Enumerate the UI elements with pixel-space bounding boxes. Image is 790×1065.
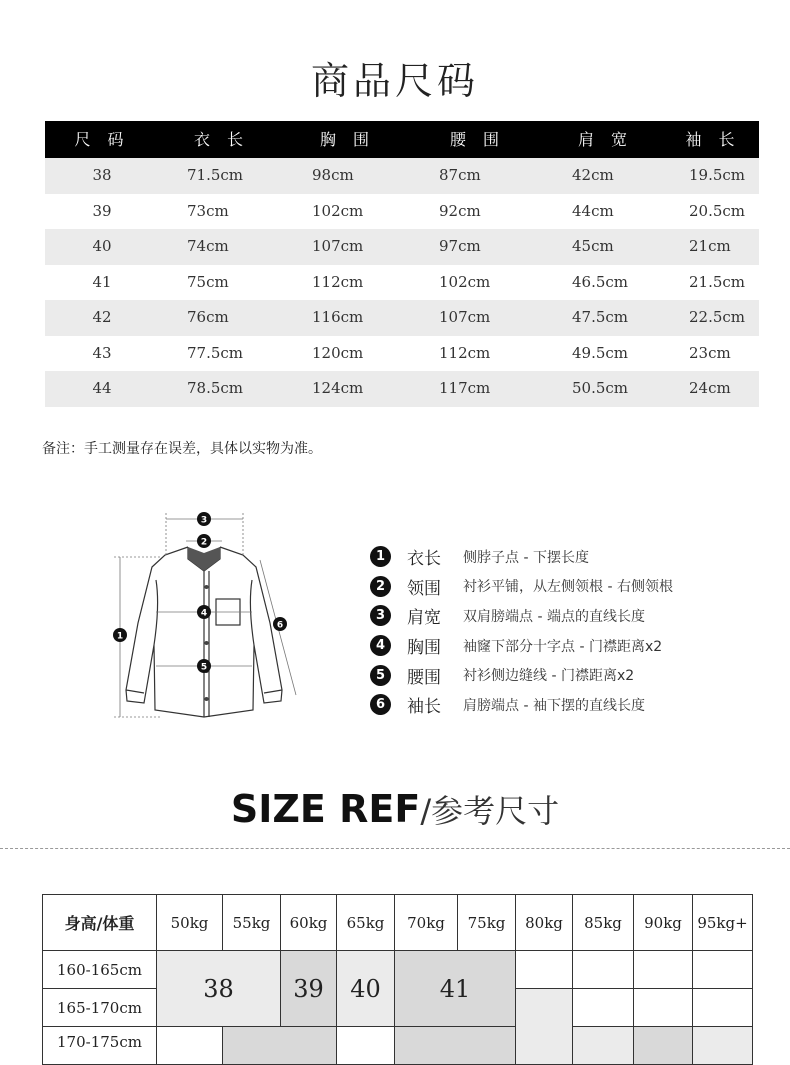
cell-chest: 120cm (312, 343, 364, 362)
measurement-legend (370, 542, 673, 720)
weight-header: 95kg+ (692, 894, 753, 951)
cell-length: 78.5cm (187, 379, 244, 397)
diagram-marker-3: 3 (200, 515, 208, 526)
legend-item (370, 572, 673, 602)
legend-item (370, 601, 673, 631)
cell-length: 73cm (187, 201, 229, 220)
table-row (45, 336, 759, 372)
cell-waist: 87cm (439, 166, 481, 184)
legend-desc: 双肩膀端点 - 端点的直线长度 (463, 608, 645, 625)
cell-waist: 112cm (439, 343, 491, 362)
shirt-diagram (100, 505, 305, 730)
cell-size: 44 (92, 379, 112, 397)
weight-header: 75kg (457, 894, 516, 951)
cell-sleeve: 20.5cm (689, 201, 746, 220)
cell-shoulder: 49.5cm (572, 343, 629, 362)
cell-size: 43 (92, 343, 112, 362)
cell-chest: 102cm (312, 201, 364, 220)
weight-header: 50kg (156, 894, 223, 951)
header-chest: 胸 围 (319, 130, 376, 149)
legend-name: 腰围 (407, 667, 441, 688)
grid-cell (572, 950, 634, 989)
diagram-marker-4: 4 (200, 608, 208, 619)
size-table (45, 121, 759, 407)
cell-sleeve: 21.5cm (689, 272, 746, 291)
legend-number: 1 (370, 546, 391, 567)
cell-size: 41 (92, 272, 112, 291)
table-row (45, 194, 759, 230)
grid-cell (633, 950, 693, 989)
cell-sleeve: 19.5cm (689, 166, 746, 184)
header-length: 衣 长 (193, 130, 250, 149)
legend-desc: 衬衫侧边缝线 - 门襟距离x2 (463, 668, 635, 685)
weight-header: 65kg (336, 894, 395, 951)
measurement-note: 备注：手工测量存在误差，具体以实物为准。 (42, 441, 322, 457)
grid-cell (515, 950, 573, 989)
size-block-41: 41 (394, 950, 516, 1027)
legend-name: 胸围 (407, 638, 441, 659)
page-title: 商品尺码 (310, 59, 479, 103)
grid-corner-header: 身高/体重 (42, 894, 157, 951)
diagram-marker-5: 5 (200, 662, 208, 673)
cell-size: 40 (92, 237, 112, 255)
header-size: 尺 码 (74, 130, 130, 149)
size-block-38: 38 (156, 950, 281, 1027)
cell-waist: 97cm (439, 237, 481, 255)
legend-name: 衣长 (407, 549, 441, 570)
grid-cell (633, 1026, 693, 1065)
weight-header: 85kg (572, 894, 634, 951)
header-waist: 腰 围 (449, 130, 506, 149)
cell-length: 77.5cm (187, 343, 244, 362)
height-label: 165-170cm (42, 988, 157, 1027)
cell-waist: 117cm (439, 379, 491, 397)
grid-cell (156, 1026, 223, 1065)
legend-number: 3 (370, 605, 391, 626)
legend-item (370, 542, 673, 572)
diagram-marker-1: 1 (116, 631, 124, 642)
header-sleeve: 袖 长 (685, 130, 741, 149)
weight-header: 70kg (394, 894, 458, 951)
legend-desc: 衬衫平铺，从左侧领根 - 右侧领根 (463, 579, 673, 596)
height-label: 170-175cm (42, 1026, 157, 1065)
legend-number: 5 (370, 665, 391, 686)
cell-shoulder: 47.5cm (572, 308, 629, 326)
cell-length: 76cm (187, 308, 229, 326)
legend-number: 4 (370, 635, 391, 656)
cell-shoulder: 45cm (572, 237, 614, 255)
legend-item (370, 660, 673, 690)
cell-shoulder: 44cm (572, 201, 614, 220)
legend-desc: 侧脖子点 - 下摆长度 (463, 549, 589, 566)
cell-chest: 98cm (312, 166, 354, 184)
table-row (45, 229, 759, 265)
cell-shoulder: 46.5cm (572, 272, 629, 291)
cell-chest: 107cm (312, 237, 364, 255)
size-block-39: 39 (280, 950, 337, 1027)
cell-waist: 92cm (439, 201, 481, 220)
size-ref-title-en: SIZE REF (230, 787, 421, 831)
table-row (45, 300, 759, 336)
table-row (45, 265, 759, 301)
weight-header: 90kg (633, 894, 693, 951)
size-ref-title (0, 786, 790, 832)
diagram-marker-2: 2 (200, 537, 208, 548)
cell-chest: 124cm (312, 379, 364, 397)
dashed-divider (0, 848, 790, 849)
cell-shoulder: 50.5cm (572, 379, 629, 397)
cell-size: 39 (92, 201, 112, 220)
grid-cell (692, 988, 753, 1027)
cell-waist: 102cm (439, 272, 491, 291)
table-row (45, 158, 759, 194)
cell-size: 38 (92, 166, 112, 184)
size-ref-title-cn: /参考尺寸 (420, 792, 560, 830)
height-label: 160-165cm (42, 950, 157, 989)
table-row (45, 371, 759, 407)
header-shoulder: 肩 宽 (577, 130, 634, 149)
grid-cell (222, 1026, 337, 1065)
cell-waist: 107cm (439, 308, 491, 326)
legend-number: 2 (370, 576, 391, 597)
grid-cell (394, 1026, 516, 1065)
cell-length: 71.5cm (187, 166, 244, 184)
cell-chest: 116cm (312, 308, 364, 326)
legend-item (370, 690, 673, 720)
grid-cell (336, 1026, 395, 1065)
grid-cell (572, 988, 634, 1027)
cell-shoulder: 42cm (572, 166, 614, 184)
grid-cell (692, 1026, 753, 1065)
cell-sleeve: 24cm (689, 379, 731, 397)
weight-header: 55kg (222, 894, 281, 951)
cell-sleeve: 23cm (689, 343, 731, 362)
cell-size: 42 (92, 308, 112, 326)
weight-header: 60kg (280, 894, 337, 951)
legend-number: 6 (370, 694, 391, 715)
diagram-marker-6: 6 (276, 620, 284, 631)
legend-name: 领围 (407, 578, 441, 599)
size-table-header (45, 121, 759, 158)
cell-length: 74cm (187, 237, 229, 255)
cell-sleeve: 22.5cm (689, 308, 746, 326)
legend-item (370, 631, 673, 661)
cell-length: 75cm (187, 272, 229, 291)
grid-cell (572, 1026, 634, 1065)
weight-header: 80kg (515, 894, 573, 951)
legend-name: 袖长 (407, 697, 441, 718)
grid-cell (692, 950, 753, 989)
cell-chest: 112cm (312, 272, 364, 291)
legend-desc: 袖窿下部分十字点 - 门襟距离x2 (463, 638, 663, 655)
size-block-40: 40 (336, 950, 395, 1027)
legend-name: 肩宽 (407, 608, 441, 629)
legend-desc: 肩膀端点 - 袖下摆的直线长度 (463, 697, 645, 714)
grid-cell (633, 988, 693, 1027)
cell-sleeve: 21cm (689, 237, 731, 255)
grid-cell (515, 988, 573, 1065)
size-reference-grid (42, 894, 753, 1054)
